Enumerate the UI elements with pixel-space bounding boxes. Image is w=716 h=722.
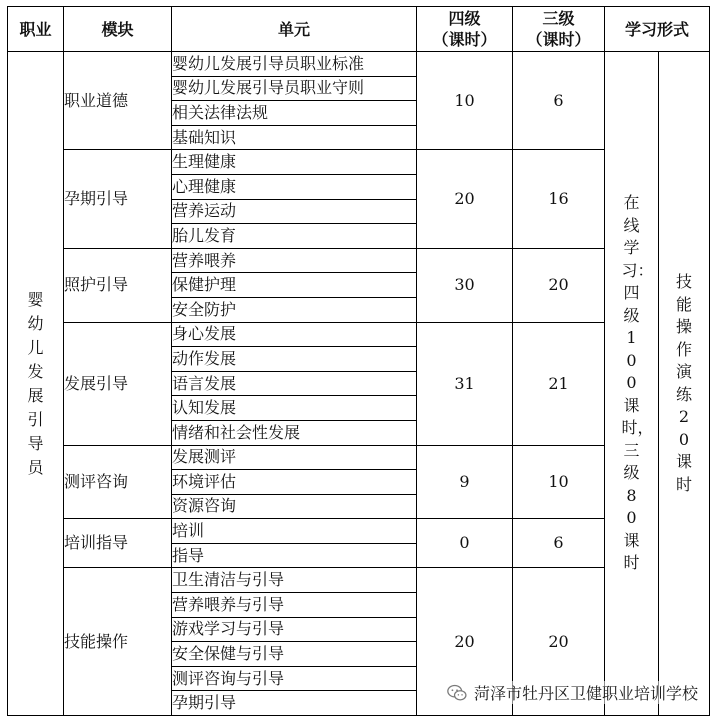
watermark: [444, 681, 700, 704]
practice-cell: [659, 52, 710, 716]
unit-name: 心理健康: [172, 174, 417, 199]
unit-name: 资源咨询: [172, 494, 417, 519]
level3-hours: 6: [513, 52, 605, 150]
course-body: [8, 52, 710, 716]
unit-name: 卫生清洁与引导: [172, 568, 417, 593]
unit-name: 孕期引导: [172, 691, 417, 716]
level3-hours: 10: [513, 445, 605, 519]
course-table: [7, 6, 710, 716]
table-row: [8, 322, 710, 347]
occupation-cell: [8, 52, 64, 716]
unit-name: 身心发展: [172, 322, 417, 347]
watermark-text: 菏泽市牡丹区卫健职业培训学校: [473, 684, 698, 703]
level3-hours: 6: [513, 519, 605, 568]
level4-hours: 9: [417, 445, 513, 519]
unit-name: 测评咨询与引导: [172, 666, 417, 691]
header-level4: [417, 7, 513, 52]
unit-name: 指导: [172, 543, 417, 568]
practice-text: 技能操作演练20课时: [675, 272, 692, 494]
unit-name: 安全保健与引导: [172, 642, 417, 667]
unit-name: 保健护理: [172, 273, 417, 298]
table-row: [8, 519, 710, 544]
level3-hours: 20: [513, 248, 605, 322]
unit-name: 发展测评: [172, 445, 417, 470]
level4-hours: 20: [417, 150, 513, 248]
unit-name: 环境评估: [172, 470, 417, 495]
wechat-icon: [446, 682, 468, 704]
level3-hours: 20: [513, 568, 605, 716]
header-level3-line1: 三级: [542, 9, 575, 28]
unit-name: 生理健康: [172, 150, 417, 175]
table-row: [8, 445, 710, 470]
occupation-name: 婴幼儿发展引导员: [27, 289, 44, 477]
unit-name: 游戏学习与引导: [172, 617, 417, 642]
unit-name: 婴幼儿发展引导员职业标准: [172, 52, 417, 77]
module-name: 测评咨询: [64, 445, 172, 519]
header-level3-line2: （课时）: [526, 30, 591, 49]
table-row: [8, 248, 710, 273]
unit-name: 营养喂养与引导: [172, 593, 417, 618]
level4-hours: 20: [417, 568, 513, 716]
level4-hours: 30: [417, 248, 513, 322]
online-learning-cell: [605, 52, 659, 716]
module-name: 照护引导: [64, 248, 172, 322]
header-occupation: 职业: [8, 7, 64, 52]
header-level3: [513, 7, 605, 52]
module-name: 职业道德: [64, 52, 172, 150]
table-row: [8, 52, 710, 77]
unit-name: 语言发展: [172, 371, 417, 396]
unit-name: 胎儿发育: [172, 224, 417, 249]
level4-hours: 31: [417, 322, 513, 445]
unit-name: 营养运动: [172, 199, 417, 224]
unit-name: 情绪和社会性发展: [172, 420, 417, 445]
unit-name: 动作发展: [172, 347, 417, 372]
module-name: 技能操作: [64, 568, 172, 716]
unit-name: 安全防护: [172, 297, 417, 322]
header-module: 模块: [64, 7, 172, 52]
table-row: [8, 150, 710, 175]
unit-name: 相关法律法规: [172, 101, 417, 126]
header-row: [8, 7, 710, 52]
unit-name: 培训: [172, 519, 417, 544]
table-row: [8, 568, 710, 593]
module-name: 发展引导: [64, 322, 172, 445]
unit-name: 营养喂养: [172, 248, 417, 273]
unit-name: 认知发展: [172, 396, 417, 421]
unit-name: 基础知识: [172, 125, 417, 150]
unit-name: 婴幼儿发展引导员职业守则: [172, 76, 417, 101]
header-unit: 单元: [172, 7, 417, 52]
level4-hours: 0: [417, 519, 513, 568]
header-level4-line1: 四级: [448, 9, 481, 28]
online-learning-text: 在线学习：四级100课时，三级80课时: [621, 193, 654, 573]
header-level4-line2: （课时）: [432, 30, 497, 49]
level3-hours: 16: [513, 150, 605, 248]
level4-hours: 10: [417, 52, 513, 150]
level3-hours: 21: [513, 322, 605, 445]
module-name: 孕期引导: [64, 150, 172, 248]
module-name: 培训指导: [64, 519, 172, 568]
header-form: 学习形式: [605, 7, 710, 52]
